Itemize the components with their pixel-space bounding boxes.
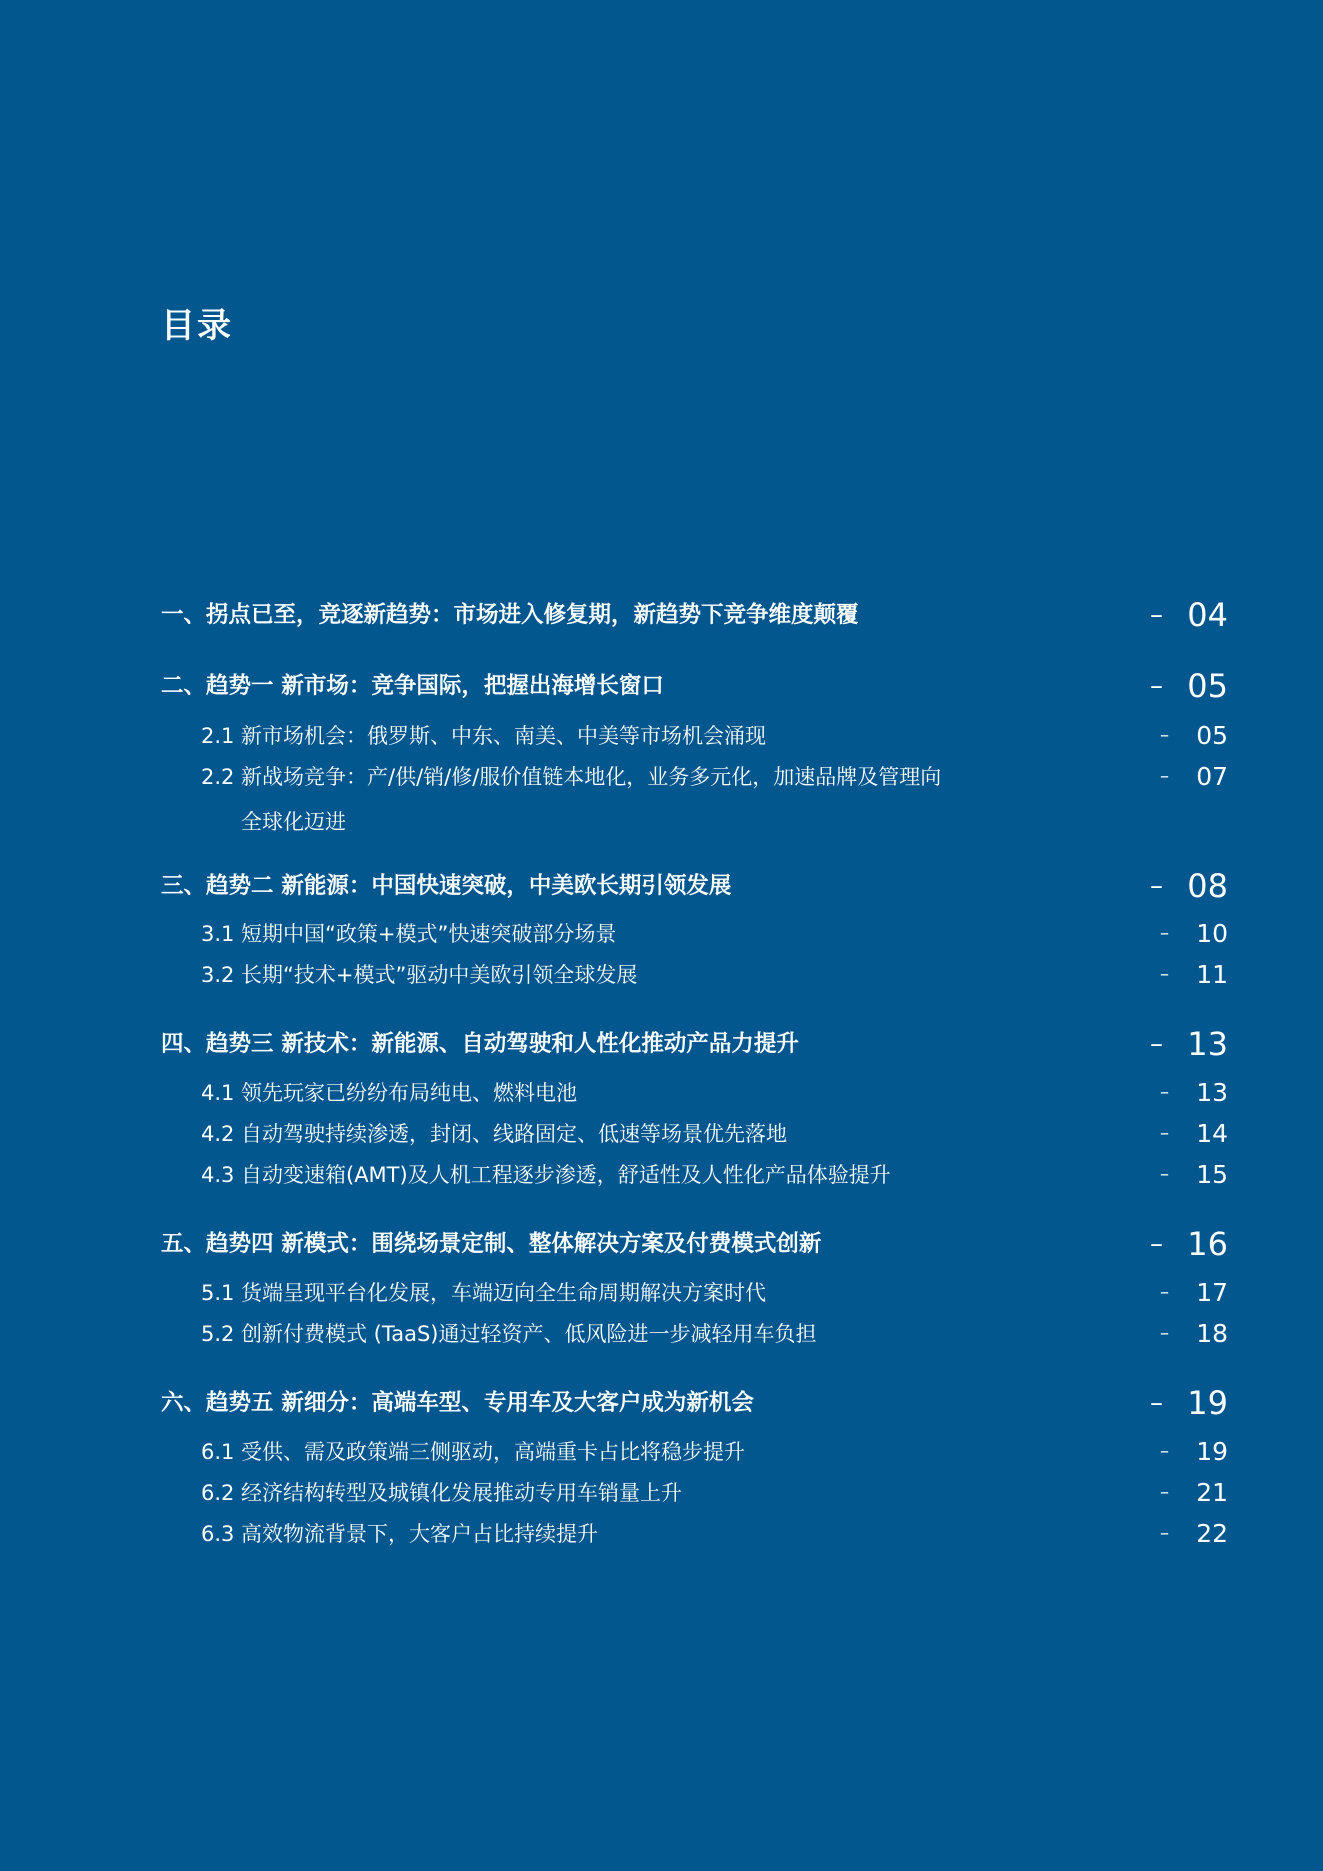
- toc-page-number: 17: [1196, 1278, 1228, 1307]
- toc-entry-title: [201, 1114, 787, 1154]
- toc-section-entry[interactable]: [0, 1473, 1323, 1513]
- toc-section-number: 4.3: [201, 1163, 235, 1187]
- toc-page-number: 19: [1196, 1437, 1228, 1466]
- toc-entry-continuation: [0, 802, 1323, 842]
- toc-page-number: 10: [1196, 919, 1228, 948]
- toc-entry-title: [201, 1314, 816, 1354]
- toc-section-title: 货端呈现平台化发展，车端迈向全生命周期解决方案时代: [241, 1281, 766, 1305]
- toc-leader-dash: –: [1160, 1164, 1169, 1185]
- toc-section-entry[interactable]: [0, 1314, 1323, 1354]
- toc-section-number: 3.2: [201, 963, 235, 987]
- toc-page-number: 05: [1196, 721, 1228, 750]
- toc-section-title: 短期中国“政策+模式”快速突破部分场景: [241, 922, 617, 946]
- toc-entry-title: [201, 1432, 745, 1472]
- toc-page-number: 14: [1196, 1119, 1228, 1148]
- toc-section-title: 创新付费模式 (TaaS)通过轻资产、低风险进一步减轻用车负担: [241, 1322, 817, 1346]
- toc-page-number: 11: [1196, 960, 1228, 989]
- toc-section-number: 4.1: [201, 1081, 235, 1105]
- toc-page-number: 22: [1196, 1519, 1228, 1548]
- toc-leader-dash: –: [1160, 1323, 1169, 1344]
- toc-page-number: 18: [1196, 1319, 1228, 1348]
- toc-leader-dash: –: [1150, 1029, 1163, 1059]
- toc-section-entry[interactable]: [0, 1432, 1323, 1472]
- toc-section-title: 自动驾驶持续渗透，封闭、线路固定、低速等场景优先落地: [241, 1122, 787, 1146]
- toc-page-number: 16: [1187, 1225, 1228, 1263]
- toc-leader-dash: –: [1160, 964, 1169, 985]
- toc-chapter-entry[interactable]: [0, 1383, 1323, 1423]
- toc-title: 目录: [161, 306, 233, 346]
- toc-section-number: 5.2: [201, 1322, 235, 1346]
- toc-page-number: 08: [1187, 867, 1228, 905]
- toc-entry-title: [201, 716, 766, 756]
- toc-entry-title: 六、趋势五 新细分：高端车型、专用车及大客户成为新机会: [161, 1390, 754, 1416]
- toc-leader-dash: –: [1150, 1388, 1163, 1418]
- toc-entry-title: 五、趋势四 新模式：围绕场景定制、整体解决方案及付费模式创新: [161, 1231, 822, 1257]
- toc-leader-dash: –: [1150, 600, 1163, 630]
- toc-section-entry[interactable]: [0, 1073, 1323, 1113]
- toc-section-entry[interactable]: [0, 1514, 1323, 1554]
- toc-section-number: 5.1: [201, 1281, 235, 1305]
- toc-chapter-entry[interactable]: [0, 866, 1323, 906]
- toc-page-number: 21: [1196, 1478, 1228, 1507]
- toc-entry-title: [201, 1473, 682, 1513]
- toc-leader-dash: –: [1160, 1482, 1169, 1503]
- toc-leader-dash: –: [1150, 1229, 1163, 1259]
- toc-section-entry[interactable]: [0, 757, 1323, 797]
- toc-leader-dash: –: [1160, 1282, 1169, 1303]
- toc-leader-dash: –: [1160, 1082, 1169, 1103]
- toc-chapter-entry[interactable]: [0, 1024, 1323, 1064]
- toc-section-number: 3.1: [201, 922, 235, 946]
- toc-leader-dash: –: [1160, 923, 1169, 944]
- toc-entry-title: [201, 1155, 891, 1195]
- toc-chapter-entry[interactable]: [0, 595, 1323, 635]
- toc-leader-dash: –: [1160, 1441, 1169, 1462]
- toc-section-title: 新战场竞争：产/供/销/修/服价值链本地化，业务多元化，加速品牌及管理向: [241, 765, 942, 789]
- toc-page-number: 04: [1187, 596, 1228, 634]
- toc-section-title: 自动变速箱(AMT)及人机工程逐步渗透，舒适性及人性化产品体验提升: [241, 1163, 891, 1187]
- toc-section-title: 经济结构转型及城镇化发展推动专用车销量上升: [241, 1481, 682, 1505]
- toc-entry-title: [201, 1073, 577, 1113]
- toc-page-number: 13: [1196, 1078, 1228, 1107]
- toc-entry-title: 四、趋势三 新技术：新能源、自动驾驶和人性化推动产品力提升: [161, 1031, 799, 1057]
- toc-section-number: 6.3: [201, 1522, 235, 1546]
- toc-entry-title: [201, 757, 941, 797]
- toc-section-number: 2.2: [201, 765, 235, 789]
- toc-page-number: 13: [1187, 1025, 1228, 1063]
- toc-chapter-entry[interactable]: [0, 1224, 1323, 1264]
- toc-section-entry[interactable]: [0, 1114, 1323, 1154]
- toc-leader-dash: –: [1160, 725, 1169, 746]
- toc-entry-title: 全球化迈进: [241, 810, 346, 834]
- toc-section-entry[interactable]: [0, 1155, 1323, 1195]
- toc-section-number: 2.1: [201, 724, 235, 748]
- toc-page-number: 15: [1196, 1160, 1228, 1189]
- toc-entry-title: 二、趋势一 新市场：竞争国际，把握出海增长窗口: [161, 673, 664, 699]
- toc-page-number: 05: [1187, 667, 1228, 705]
- toc-section-title: 受供、需及政策端三侧驱动，高端重卡占比将稳步提升: [241, 1440, 745, 1464]
- toc-section-number: 6.1: [201, 1440, 235, 1464]
- toc-section-title: 高效物流背景下，大客户占比持续提升: [241, 1522, 598, 1546]
- toc-section-entry[interactable]: [0, 914, 1323, 954]
- toc-entry-title: 一、拐点已至，竞逐新趋势：市场进入修复期，新趋势下竞争维度颠覆: [161, 602, 859, 628]
- toc-section-entry[interactable]: [0, 1273, 1323, 1313]
- toc-section-entry[interactable]: [0, 955, 1323, 995]
- toc-page-number: 19: [1187, 1384, 1228, 1422]
- toc-entry-title: 三、趋势二 新能源：中国快速突破，中美欧长期引领发展: [161, 873, 732, 899]
- toc-page-number: 07: [1196, 762, 1228, 791]
- toc-entry-title: [201, 1514, 598, 1554]
- toc-section-number: 4.2: [201, 1122, 235, 1146]
- toc-section-title: 领先玩家已纷纷布局纯电、燃料电池: [241, 1081, 577, 1105]
- toc-leader-dash: –: [1160, 1123, 1169, 1144]
- toc-section-entry[interactable]: [0, 716, 1323, 756]
- toc-section-title: 长期“技术+模式”驱动中美欧引领全球发展: [241, 963, 638, 987]
- toc-entry-title: [201, 955, 637, 995]
- toc-entry-title: [201, 914, 616, 954]
- toc-leader-dash: –: [1160, 766, 1169, 787]
- toc-leader-dash: –: [1160, 1523, 1169, 1544]
- toc-section-title: 新市场机会：俄罗斯、中东、南美、中美等市场机会涌现: [241, 724, 766, 748]
- toc-section-number: 6.2: [201, 1481, 235, 1505]
- toc-leader-dash: –: [1150, 671, 1163, 701]
- toc-leader-dash: –: [1150, 871, 1163, 901]
- toc-chapter-entry[interactable]: [0, 666, 1323, 706]
- toc-entry-title: [201, 1273, 766, 1313]
